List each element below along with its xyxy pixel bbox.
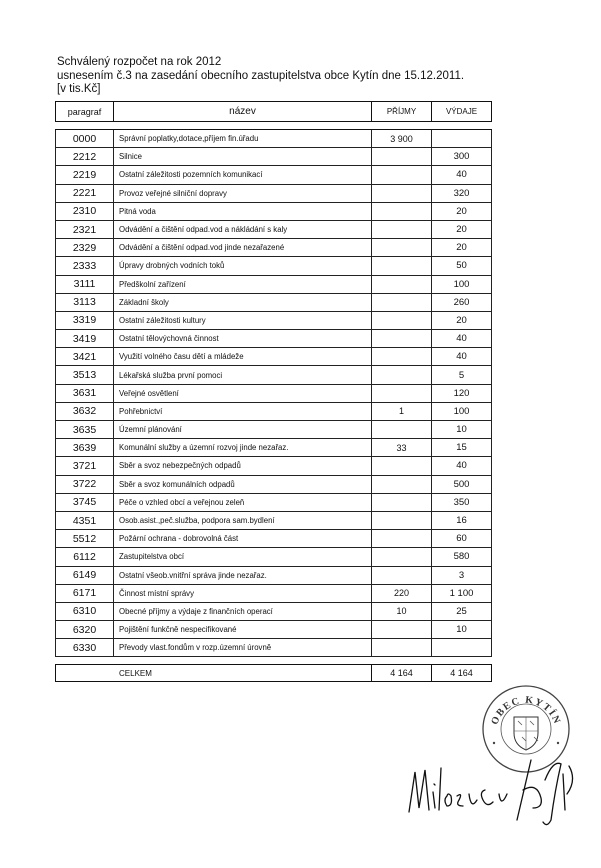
column-header-paragraf: paragraf (56, 102, 114, 121)
cell-vydaje: 20 (431, 203, 492, 220)
cell-vydaje (431, 130, 492, 147)
table-row (55, 512, 492, 530)
cell-nazev: Pohřebnictví (113, 403, 371, 420)
cell-prijmy (371, 185, 431, 202)
cell-vydaje: 580 (431, 548, 492, 565)
table-row (55, 385, 492, 403)
cell-prijmy (371, 639, 431, 656)
cell-prijmy (371, 276, 431, 293)
total-label: CELKEM (114, 665, 372, 681)
cell-vydaje: 260 (431, 294, 492, 311)
table-row (55, 166, 492, 184)
table-row (55, 494, 492, 512)
cell-vydaje: 5 (431, 366, 492, 383)
cell-prijmy (371, 567, 431, 584)
cell-nazev: Provoz veřejné silniční dopravy (113, 185, 371, 202)
table-row (55, 257, 492, 275)
cell-vydaje: 40 (431, 330, 492, 347)
table-row (55, 403, 492, 421)
cell-prijmy (371, 548, 431, 565)
table-row (55, 203, 492, 221)
cell-nazev: Odvádění a čištění odpad.vod a nákládání s kaly (113, 221, 371, 238)
cell-paragraf: 3421 (55, 348, 113, 365)
cell-nazev: Osob.asist.,peč.služba, podpora sam.bydlení (113, 512, 371, 529)
cell-nazev: Lékařská služba první pomoci (113, 366, 371, 383)
cell-nazev: Ostatní tělovýchovná činnost (113, 330, 371, 347)
cell-prijmy (371, 476, 431, 493)
cell-nazev: Správní poplatky,dotace,příjem fin.úřadu (113, 130, 371, 147)
cell-paragraf: 4351 (55, 512, 113, 529)
cell-vydaje: 10 (431, 621, 492, 638)
cell-vydaje: 40 (431, 166, 492, 183)
cell-paragraf: 3632 (55, 403, 113, 420)
cell-paragraf: 6330 (55, 639, 113, 656)
cell-paragraf: 6320 (55, 621, 113, 638)
cell-nazev: Požární ochrana - dobrovolná část (113, 530, 371, 547)
cell-vydaje (431, 639, 492, 656)
cell-nazev: Územní plánování (113, 421, 371, 438)
cell-nazev: Ostatní záležitosti kultury (113, 312, 371, 329)
cell-nazev: Péče o vzhled obcí a veřejnou zeleň (113, 494, 371, 511)
cell-vydaje: 10 (431, 421, 492, 438)
document-header (57, 56, 477, 97)
cell-prijmy (371, 203, 431, 220)
cell-prijmy: 10 (371, 603, 431, 620)
table-row (55, 148, 492, 166)
cell-vydaje: 3 (431, 567, 492, 584)
cell-vydaje: 16 (431, 512, 492, 529)
table-row (55, 239, 492, 257)
cell-paragraf: 2321 (55, 221, 113, 238)
table-row (55, 366, 492, 384)
cell-paragraf: 2212 (55, 148, 113, 165)
cell-prijmy (371, 421, 431, 438)
cell-paragraf: 3722 (55, 476, 113, 493)
cell-paragraf: 2333 (55, 257, 113, 274)
cell-paragraf: 5512 (55, 530, 113, 547)
cell-vydaje: 15 (431, 439, 492, 456)
handwritten-signature-icon (405, 750, 585, 830)
cell-nazev: Zastupitelstva obcí (113, 548, 371, 565)
table-row (55, 421, 492, 439)
cell-paragraf: 3635 (55, 421, 113, 438)
cell-nazev: Silnice (113, 148, 371, 165)
table-row (55, 276, 492, 294)
table-row (55, 130, 492, 148)
cell-nazev: Odvádění a čištění odpad.vod jinde nezařazené (113, 239, 371, 256)
cell-vydaje: 60 (431, 530, 492, 547)
cell-nazev: Předškolní zařízení (113, 276, 371, 293)
table-row (55, 548, 492, 566)
cell-paragraf: 6171 (55, 585, 113, 602)
cell-vydaje: 350 (431, 494, 492, 511)
total-row (55, 664, 492, 682)
cell-nazev: Komunální služby a územní rozvoj jinde nezařaz. (113, 439, 371, 456)
column-header-vydaje: VÝDAJE (445, 107, 478, 116)
cell-nazev: Ostatní záležitosti pozemních komunikací (113, 166, 371, 183)
cell-nazev: Obecné příjmy a výdaje z finančních operací (113, 603, 371, 620)
cell-vydaje: 120 (431, 385, 492, 402)
table-header-row (55, 101, 492, 122)
cell-vydaje: 1 100 (431, 585, 492, 602)
cell-paragraf: 3745 (55, 494, 113, 511)
cell-vydaje: 25 (431, 603, 492, 620)
table-row (55, 221, 492, 239)
cell-paragraf: 3513 (55, 366, 113, 383)
cell-paragraf: 6310 (55, 603, 113, 620)
cell-prijmy (371, 257, 431, 274)
cell-prijmy (371, 348, 431, 365)
cell-paragraf: 3111 (55, 276, 113, 293)
table-body (55, 129, 492, 657)
cell-vydaje: 40 (431, 348, 492, 365)
cell-paragraf: 2221 (55, 185, 113, 202)
cell-nazev: Základní školy (113, 294, 371, 311)
cell-paragraf: 3631 (55, 385, 113, 402)
cell-prijmy: 220 (371, 585, 431, 602)
cell-nazev: Pitná voda (113, 203, 371, 220)
table-row (55, 330, 492, 348)
header-title: Schválený rozpočet na rok 2012 (57, 56, 222, 68)
cell-paragraf: 3721 (55, 457, 113, 474)
cell-nazev: Činnost místní správy (113, 585, 371, 602)
cell-nazev: Sběr a svoz nebezpečných odpadů (113, 457, 371, 474)
table-row (55, 530, 492, 548)
cell-prijmy (371, 221, 431, 238)
cell-prijmy (371, 530, 431, 547)
cell-vydaje: 40 (431, 457, 492, 474)
cell-prijmy (371, 366, 431, 383)
cell-paragraf: 3419 (55, 330, 113, 347)
cell-paragraf: 2219 (55, 166, 113, 183)
table-row (55, 439, 492, 457)
cell-prijmy (371, 312, 431, 329)
cell-nazev: Převody vlast.fondům v rozp.územní úrovně (113, 639, 371, 656)
cell-prijmy (371, 330, 431, 347)
cell-nazev: Sběr a svoz komunálních odpadů (113, 476, 371, 493)
cell-prijmy (371, 512, 431, 529)
column-header-nazev: název (114, 102, 372, 121)
cell-prijmy (371, 621, 431, 638)
budget-table (55, 101, 492, 682)
cell-prijmy (371, 494, 431, 511)
cell-vydaje: 20 (431, 239, 492, 256)
cell-paragraf: 3639 (55, 439, 113, 456)
cell-vydaje: 20 (431, 221, 492, 238)
cell-nazev: Úpravy drobných vodních toků (113, 257, 371, 274)
table-row (55, 603, 492, 621)
table-row (55, 567, 492, 585)
table-row (55, 457, 492, 475)
table-row (55, 312, 492, 330)
total-prijmy: 4 164 (372, 665, 432, 681)
total-vydaje: 4 164 (450, 668, 473, 679)
cell-prijmy (371, 148, 431, 165)
cell-prijmy: 33 (371, 439, 431, 456)
cell-nazev: Veřejné osvětlení (113, 385, 371, 402)
cell-vydaje: 320 (431, 185, 492, 202)
header-units: [v tis.Kč] (57, 83, 101, 95)
cell-prijmy (371, 166, 431, 183)
svg-text:OBEC KYTÍN: OBEC KYTÍN (489, 694, 563, 727)
cell-nazev: Pojištění funkčně nespecifikované (113, 621, 371, 638)
cell-paragraf: 3319 (55, 312, 113, 329)
cell-prijmy: 3 900 (371, 130, 431, 147)
cell-paragraf: 3113 (55, 294, 113, 311)
cell-vydaje: 100 (431, 403, 492, 420)
cell-paragraf: 2329 (55, 239, 113, 256)
cell-vydaje: 50 (431, 257, 492, 274)
cell-vydaje: 300 (431, 148, 492, 165)
cell-prijmy (371, 239, 431, 256)
table-row (55, 585, 492, 603)
cell-prijmy (371, 457, 431, 474)
cell-vydaje: 100 (431, 276, 492, 293)
cell-nazev: Využití volného času dětí a mládeže (113, 348, 371, 365)
cell-paragraf: 6149 (55, 567, 113, 584)
table-row (55, 348, 492, 366)
table-row (55, 185, 492, 203)
header-resolution: usnesením č.3 na zasedání obecního zastupitelstva obce Kytín dne 15.12.2011. (57, 69, 465, 82)
cell-paragraf: 2310 (55, 203, 113, 220)
cell-prijmy (371, 385, 431, 402)
cell-prijmy: 1 (371, 403, 431, 420)
table-row (55, 621, 492, 639)
cell-paragraf: 6112 (55, 548, 113, 565)
table-row (55, 476, 492, 494)
cell-nazev: Ostatní všeob.vnitřní správa jinde nezařaz. (113, 567, 371, 584)
table-row (55, 294, 492, 312)
cell-vydaje: 20 (431, 312, 492, 329)
cell-paragraf: 0000 (55, 130, 113, 147)
cell-vydaje: 500 (431, 476, 492, 493)
total-spacer (56, 665, 114, 681)
table-row (55, 639, 492, 657)
cell-prijmy (371, 294, 431, 311)
column-header-prijmy: PŘÍJMY (372, 102, 432, 121)
